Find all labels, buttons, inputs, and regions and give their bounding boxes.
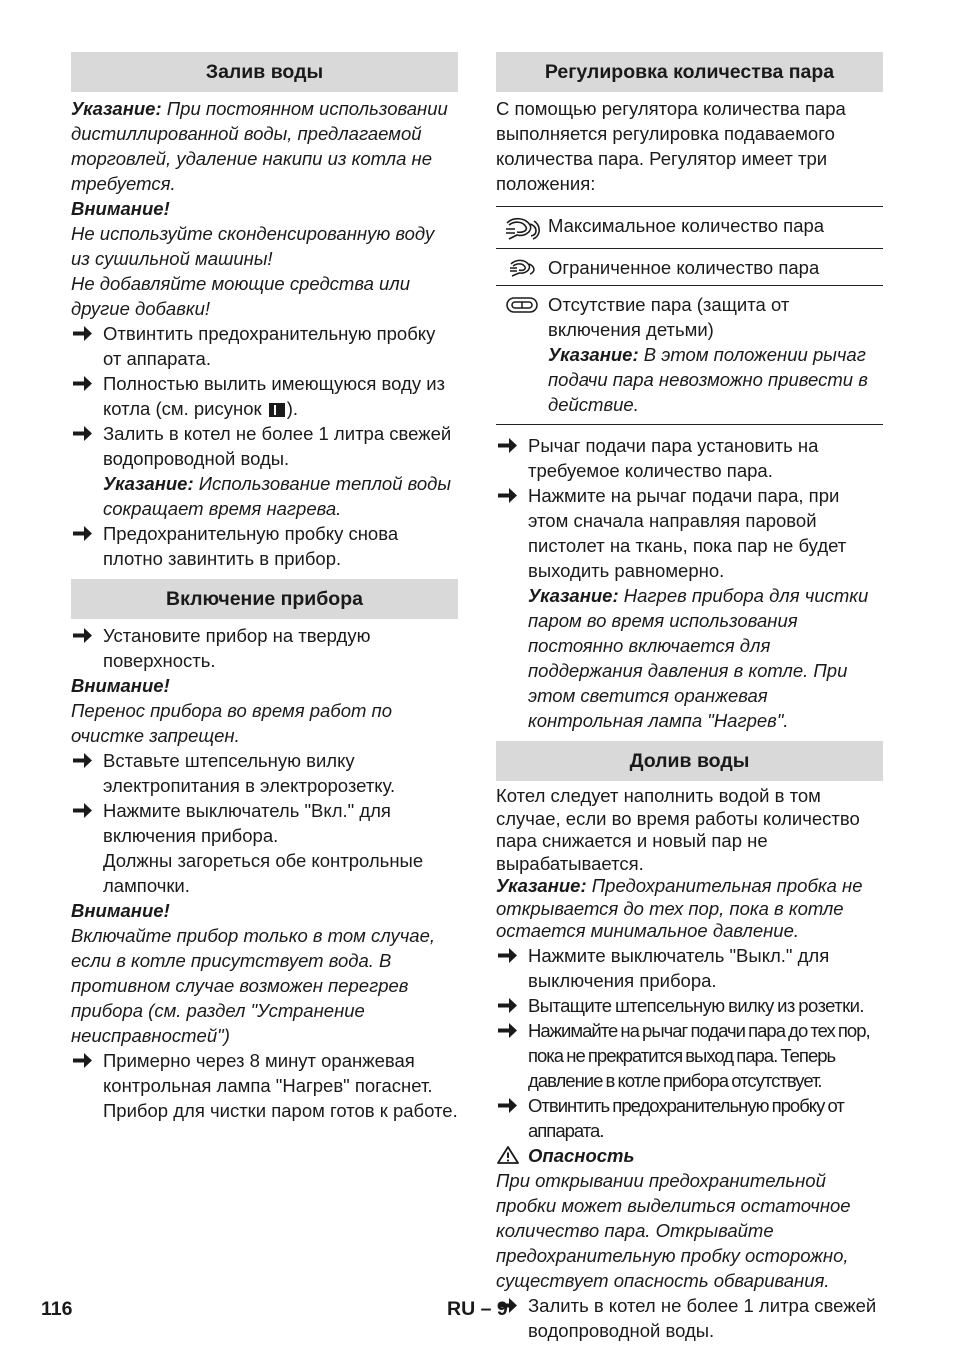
list-item: Отвинтить предохранительную пробку от аппарата. (71, 321, 458, 371)
page-code: RU – 9 (447, 1298, 508, 1320)
note-safety-cap: Указание: Предохранительная пробка не открывается до тех пор, пока в котле остается минимальное давление. (496, 875, 863, 941)
arrow-right-icon (498, 487, 518, 504)
steam-reduced-label: Ограниченное количество пара (548, 257, 820, 278)
steam-off-icon (505, 294, 539, 316)
steam-reduced-icon (507, 257, 537, 279)
arrow-right-icon (498, 947, 518, 964)
table-row (496, 207, 883, 249)
note-warm-water: Указание: Использование теплой воды сокращает время нагрева. (103, 473, 451, 519)
arrow-right-icon (498, 437, 518, 454)
figure-ref-icon (269, 403, 285, 417)
list-item-subtext: Прибор для чистки паром готов к работе. (103, 1100, 458, 1121)
list-item: Нажмите выключатель "Выкл." для выключения прибора. (496, 943, 883, 993)
right-column (496, 52, 883, 1343)
list-item: Полностью вылить имеющуюся воду из котла (см. рисунок ). (71, 371, 458, 421)
warning-text-water-present: Включайте прибор только в том случае, если в котле присутствует вода. В противном случае возможен перегрев прибора (см. раздел "Устранение неисправностей") (71, 925, 436, 1046)
list-item: Нажмите на рычаг подачи пара, при этом сначала направляя паровой пистолет на ткань, пока пар не будет выходить равномерно. (496, 483, 883, 583)
warning-label: Внимание! (71, 900, 170, 921)
list-item: Вытащите штепсельную вилку из розетки. (496, 993, 883, 1018)
list-item: Залить в котел не более 1 литра свежей водопроводной воды. (71, 421, 458, 471)
arrow-right-icon (73, 802, 93, 819)
steam-control-intro: С помощью регулятора количества пара выполняется регулировка подаваемого количества пара. Регулятор имеет три положения: (496, 98, 846, 194)
steam-max-label: Максимальное количество пара (548, 215, 825, 236)
warning-label: Внимание! (71, 675, 170, 696)
warning-text-detergents: Не добавляйте моющие средства или другие добавки! (71, 273, 411, 319)
danger-text-scalding: При открывании предохранительной пробки может выделиться остаточное количество пара. Открывайте предохранительную пробку осторожно, существует опасность обваривания. (496, 1169, 851, 1291)
arrow-right-icon (73, 627, 93, 644)
arrow-right-icon (73, 752, 93, 769)
section-title-steam-control: Регулировка количества пара (496, 52, 883, 92)
arrow-right-icon (73, 425, 93, 442)
arrow-right-icon (73, 525, 93, 542)
list-item: Установите прибор на твердую поверхность. (71, 623, 458, 673)
list-item: Предохранительную пробку снова плотно завинтить в прибор. (71, 521, 458, 571)
steam-positions-table (496, 206, 883, 425)
arrow-right-icon (73, 325, 93, 342)
note-heating-lamp: Указание: Нагрев прибора для чистки паром во время использования постоянно включается для поддержания давления в котле. При этом светится оранжевая контрольная лампа "Нагрев". (528, 585, 869, 731)
note-distilled-water: Указание: При постоянном использовании дистиллированной воды, предлагаемой торговлей, удаление накипи из котла не требуется. (71, 98, 448, 194)
table-row (496, 286, 883, 424)
list-item: Нажимайте на рычаг подачи пара до тех пор, пока не прекратится выход пара. Теперь давление в котле прибора отсутствует. (496, 1018, 883, 1093)
steam-off-label: Отсутствие пара (защита от включения детьми) (548, 294, 790, 340)
page-number: 116 (41, 1298, 73, 1320)
table-row (496, 249, 883, 286)
list-item-subtext: Должны загореться обе контрольные лампочки. (103, 850, 424, 896)
warning-triangle-icon (496, 1145, 520, 1165)
danger-heading: Опасность (496, 1143, 883, 1168)
arrow-right-icon (73, 1052, 93, 1069)
list-item: Вставьте штепсельную вилку электропитания в электророзетку. (71, 748, 458, 798)
section-title-water-fill: Залив воды (71, 52, 458, 92)
section-title-switch-on: Включение прибора (71, 579, 458, 619)
list-item: Примерно через 8 минут оранжевая контрольная лампа "Нагрев" погаснет. (71, 1048, 458, 1098)
section-title-refill: Долив воды (496, 741, 883, 781)
note-lever-locked: Указание: В этом положении рычаг подачи пара невозможно привести в действие. (548, 344, 868, 415)
list-item: Залить в котел не более 1 литра свежей водопроводной воды. (496, 1293, 883, 1343)
arrow-right-icon (498, 997, 518, 1014)
arrow-right-icon (498, 1097, 518, 1114)
arrow-right-icon (498, 1022, 518, 1039)
warning-text-condensed: Не используйте сконденсированную воду из сушильной машины! (71, 223, 435, 269)
refill-intro: Котел следует наполнить водой в том случае, если во время работы количество пара снижается и новый пар не вырабатывается. (496, 785, 860, 874)
left-column (71, 52, 458, 1123)
warning-label: Внимание! (71, 198, 170, 219)
warning-text-carry: Перенос прибора во время работ по очистке запрещен. (71, 700, 393, 746)
list-item: Отвинтить предохранительную пробку от аппарата. (496, 1093, 883, 1143)
list-item: Нажмите выключатель "Вкл." для включения прибора. (71, 798, 458, 848)
list-item: Рычаг подачи пара установить на требуемое количество пара. (496, 433, 883, 483)
arrow-right-icon (73, 375, 93, 392)
steam-max-icon (503, 215, 541, 243)
